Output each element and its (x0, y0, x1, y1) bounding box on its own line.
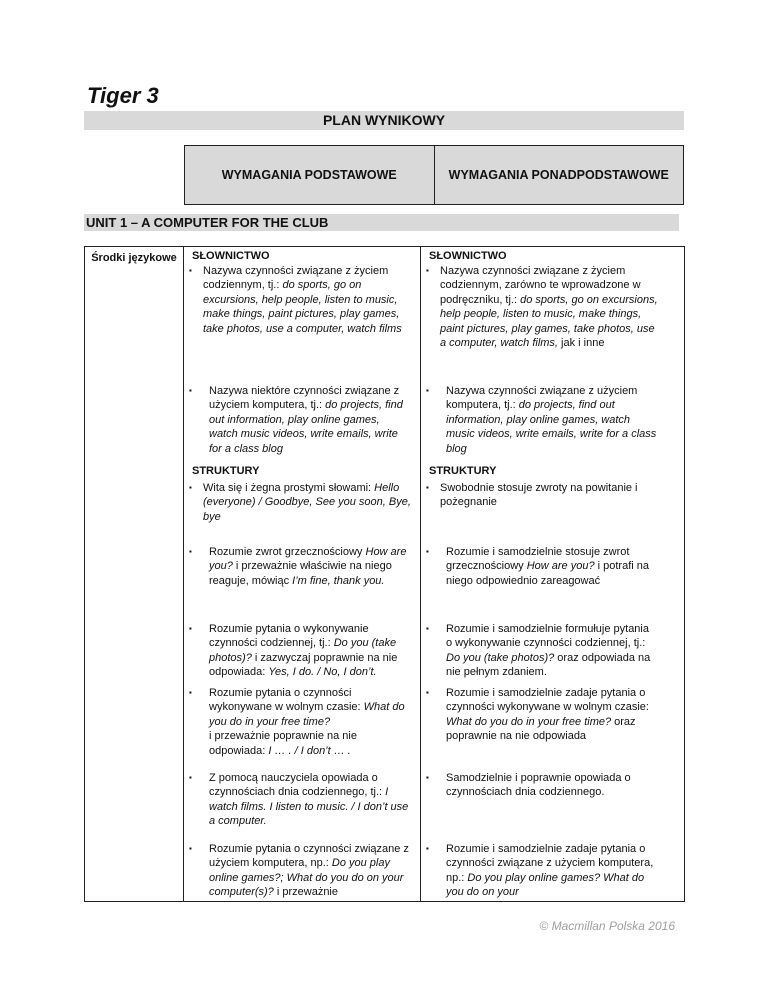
bullet-icon: ▪ (189, 483, 192, 492)
plan-title-bar: PLAN WYNIKOWY (84, 111, 684, 130)
basic-requirements-header: WYMAGANIA PODSTAWOWE (221, 168, 397, 182)
left-structures-heading: STRUKTURY (192, 465, 260, 477)
requirement-text: Rozumie pytania o wykonywanie czynności codziennej, tj.: Do you (take photos)? i zazwyczaj poprawnie na nie odpowiada: Yes, I do. / No, I don’t. (209, 623, 398, 679)
bullet-icon: ▪ (426, 547, 429, 556)
requirement-text: Nazywa czynności związane z życiem codziennym, zarówno te wprowadzone w podręczniku, tj.: do sports, go on excursions, help people, listen to music, make things, paint pictures, play games, take photos, use a computer, watch films, jak i inne (440, 265, 658, 350)
basic-requirement-item (189, 545, 411, 588)
requirement-text: Rozumie zwrot grzecznościowy How are you? i przeważnie właściwie na niego reaguje, mówiąc I’m fine, thank you. (209, 546, 407, 587)
copyright-footer: © Macmillan Polska 2016 (539, 919, 675, 933)
advanced-requirement-item (426, 686, 658, 744)
requirement-text: Nazywa czynności związane z życiem codziennym, tj.: do sports, go on excursions, help people, listen to music, make things, paint pictures, play games, take photos, use a computer, watch films (203, 265, 402, 335)
bullet-icon: ▪ (426, 266, 429, 275)
advanced-requirement-item (426, 481, 658, 510)
advanced-requirement-item (426, 771, 658, 800)
column-divider-1 (183, 247, 184, 901)
advanced-requirements-header: WYMAGANIA PONADPODSTAWOWE (434, 146, 684, 204)
requirement-text: Samodzielnie i poprawnie opowiada o czynnościach dnia codziennego. (446, 772, 631, 799)
basic-requirement-item (189, 622, 411, 680)
bullet-icon: ▪ (426, 844, 429, 853)
basic-requirement-item (189, 481, 411, 524)
bullet-icon: ▪ (189, 266, 192, 275)
requirements-table (84, 246, 685, 902)
requirement-text: Rozumie i samodzielnie formułuje pytania o wykonywanie czynności codziennej, tj.: Do you (take photos)? oraz odpowiada na nie pełnym zdaniem. (446, 623, 651, 679)
requirement-text: Rozumie i samodzielnie zadaje pytania o czynności wykonywane w wolnym czasie: What do you do in your free time? oraz poprawnie na nie odpowiada (446, 687, 649, 743)
requirement-text: Rozumie pytania o czynności wykonywane w wolnym czasie: What do you do in your free time? i przeważnie poprawnie na nie odpowiada: I … . / I don’t … . (209, 687, 405, 757)
bullet-icon: ▪ (189, 688, 192, 697)
left-vocab-heading: SŁOWNICTWO (192, 250, 270, 262)
bullet-icon: ▪ (189, 844, 192, 853)
bullet-icon: ▪ (426, 483, 429, 492)
requirement-text: Nazywa czynności związane z użyciem komputera, tj.: do projects, find out information, play online games, watch music videos, write emails, write for a class blog (446, 385, 657, 455)
bullet-icon: ▪ (189, 386, 192, 395)
advanced-requirement-item (426, 264, 658, 350)
requirement-text: Rozumie i samodzielnie stosuje zwrot grzecznościowy How are you? i potrafi na niego odpowiednio zareagować (446, 546, 649, 587)
bullet-icon: ▪ (426, 688, 429, 697)
requirement-text: Nazywa niektóre czynności związane z użyciem komputera, tj.: do projects, find out information, play online games, watch music videos, write emails, write for a class blog (209, 385, 403, 455)
requirement-text: Wita się i żegna prostymi słowami: Hello (everyone) / Goodbye, See you soon, Bye, bye (203, 482, 411, 523)
bullet-icon: ▪ (426, 773, 429, 782)
bullet-icon: ▪ (189, 773, 192, 782)
right-vocab-heading: SŁOWNICTWO (429, 250, 507, 262)
bullet-icon: ▪ (426, 624, 429, 633)
advanced-requirement-item (426, 842, 658, 900)
requirements-header-table (184, 145, 684, 205)
document-title: Tiger 3 (87, 83, 159, 108)
advanced-requirement-item (426, 545, 658, 588)
column-divider-2 (420, 247, 421, 901)
row-label-srodki-jezykowe: Środki językowe (91, 252, 177, 264)
basic-requirement-item (189, 771, 411, 829)
requirement-text: Swobodnie stosuje zwroty na powitanie i pożegnanie (440, 482, 638, 509)
bullet-icon: ▪ (189, 624, 192, 633)
right-structures-heading: STRUKTURY (429, 465, 497, 477)
advanced-requirement-item (426, 384, 658, 456)
advanced-requirement-item (426, 622, 658, 680)
basic-requirement-item (189, 686, 411, 758)
basic-requirement-item (189, 384, 411, 456)
basic-requirement-item (189, 842, 411, 900)
unit-title-bar: UNIT 1 – A COMPUTER FOR THE CLUB (84, 214, 679, 231)
requirement-text: Rozumie i samodzielnie zadaje pytania o czynności związane z użyciem komputera, np.: Do you play online games? What do you do on your (446, 843, 654, 899)
basic-requirement-item (189, 264, 411, 336)
bullet-icon: ▪ (189, 547, 192, 556)
requirement-text: Z pomocą nauczyciela opowiada o czynnościach dnia codziennego, tj.: I watch films. I listen to music. / I don’t use a computer. (209, 772, 409, 828)
bullet-icon: ▪ (426, 386, 429, 395)
requirement-text: Rozumie pytania o czynności związane z użyciem komputera, np.: Do you play online games?; What do you do on your computer(s)? i przeważnie (209, 843, 409, 899)
